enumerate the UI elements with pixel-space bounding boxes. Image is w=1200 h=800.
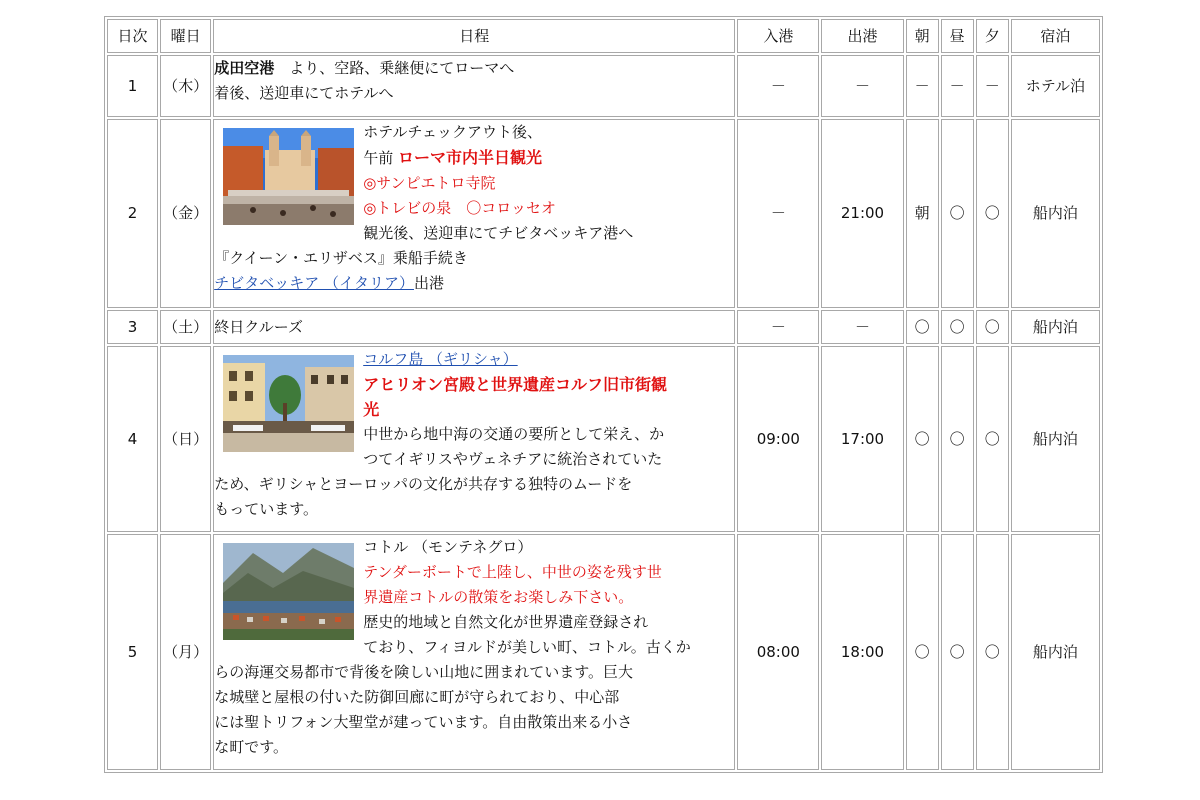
schedule-text: 中世から地中海の交通の要所として栄え、か [363,425,665,443]
header-lunch: 昼 [941,19,974,53]
day-cell: 4 [107,346,158,532]
depart-cell: 18:00 [821,534,903,770]
schedule-text: 『クイーン・エリザベス』乗船手続き [214,249,468,267]
stay-cell: 船内泊 [1011,119,1100,308]
breakfast-cell: 〇 [906,310,939,344]
schedule-text: より、空路、乗継便にてローマへ [274,59,515,77]
day-cell: 5 [107,534,158,770]
stay-cell: 船内泊 [1011,534,1100,770]
highlight-text: ◎サンピエトロ寺院 [363,174,496,192]
depart-cell: 17:00 [821,346,903,532]
highlight-text: テンダーボートで上陸し、中世の姿を残す世 [363,563,662,581]
day-cell: 3 [107,310,158,344]
schedule-text: 午前 [363,149,398,167]
lunch-cell: 〇 [941,534,974,770]
table-row [107,346,1100,532]
dinner-cell: 〇 [976,346,1009,532]
day-cell: 1 [107,55,158,117]
schedule-text: 終日クルーズ [214,317,303,336]
depart-cell: － [821,310,903,344]
weekday-cell: （金） [160,119,211,308]
header-weekday: 曜日 [160,19,211,53]
weekday-cell: （木） [160,55,211,117]
table-row [107,310,1100,344]
stay-cell: 船内泊 [1011,346,1100,532]
arrive-cell: 08:00 [737,534,819,770]
corfu-old-town-photo [223,355,354,452]
depart-cell: 21:00 [821,119,903,308]
header-breakfast: 朝 [906,19,939,53]
schedule-text: 着後、送迎車にてホテルへ [214,84,394,102]
arrive-cell: － [737,55,819,117]
itinerary-table [104,16,1103,773]
table-row [107,534,1100,770]
port-link-civitavecchia[interactable]: チビタベッキア （イタリア） [214,274,414,292]
header-schedule: 日程 [213,19,735,53]
schedule-text: な城壁と屋根の付いた防御回廊に町が守られており、中心部 [214,688,620,706]
header-dinner: 夕 [976,19,1009,53]
weekday-cell: （日） [160,346,211,532]
highlight-text: ◎トレビの泉 〇コロッセオ [363,199,556,217]
kotor-bay-photo [223,543,354,640]
schedule-text: 観光後、送迎車にてチビタベッキア港へ [363,224,634,242]
schedule-cell [213,310,735,344]
lunch-cell: － [941,55,974,117]
lunch-cell: 〇 [941,119,974,308]
schedule-cell [213,119,735,308]
schedule-text: もっています。 [214,500,318,518]
dinner-cell: － [976,55,1009,117]
schedule-text: ており、フィヨルドが美しい町、コトル。古くか [363,638,691,656]
departure-airport: 成田空港 [214,59,275,77]
breakfast-cell: 〇 [906,346,939,532]
breakfast-cell: 〇 [906,534,939,770]
depart-cell: － [821,55,903,117]
highlight-text: 光 [363,400,380,419]
table-row [107,55,1100,117]
lunch-cell: 〇 [941,310,974,344]
lunch-cell: 〇 [941,346,974,532]
dinner-cell: 〇 [976,310,1009,344]
table-row [107,119,1100,308]
schedule-text: には聖トリフォン大聖堂が建っています。自由散策出来る小さ [214,713,633,731]
weekday-cell: （月） [160,534,211,770]
highlight-text: アヒリオン宮殿と世界遺産コルフ旧市街観 [363,375,668,394]
arrive-cell: － [737,119,819,308]
schedule-text: コトル （モンテネグロ） [363,538,533,556]
schedule-text: な町です。 [214,738,288,756]
header-day: 日次 [107,19,158,53]
arrive-cell: 09:00 [737,346,819,532]
header-depart: 出港 [821,19,903,53]
header-stay: 宿泊 [1011,19,1100,53]
day-cell: 2 [107,119,158,308]
schedule-text: つてイギリスやヴェネチアに統治されていた [363,450,663,468]
arrive-cell: － [737,310,819,344]
header-arrive: 入港 [737,19,819,53]
schedule-cell [213,534,735,770]
dinner-cell: 〇 [976,119,1009,308]
breakfast-cell: 朝 [906,119,939,308]
highlight-text: 界遺産コトルの散策をお楽しみ下さい。 [363,588,634,606]
schedule-cell [213,346,735,532]
schedule-text: ホテルチェックアウト後、 [363,123,542,141]
spanish-steps-rome-photo [223,128,354,225]
schedule-text: 歴史的地域と自然文化が世界遺産登録され [363,613,649,631]
schedule-text: ため、ギリシャとヨーロッパの文化が共存する独特のムードを [214,475,633,493]
schedule-cell [213,55,735,117]
stay-cell: ホテル泊 [1011,55,1100,117]
header-row [107,19,1100,53]
port-link-corfu[interactable]: コルフ島 （ギリシャ） [363,350,518,368]
highlight-text: ローマ市内半日観光 [397,148,542,167]
schedule-text: らの海運交易都市で背後を険しい山地に囲まれています。巨大 [214,663,633,681]
stay-cell: 船内泊 [1011,310,1100,344]
breakfast-cell: － [906,55,939,117]
schedule-text: 出港 [413,274,444,292]
dinner-cell: 〇 [976,534,1009,770]
weekday-cell: （土） [160,310,211,344]
